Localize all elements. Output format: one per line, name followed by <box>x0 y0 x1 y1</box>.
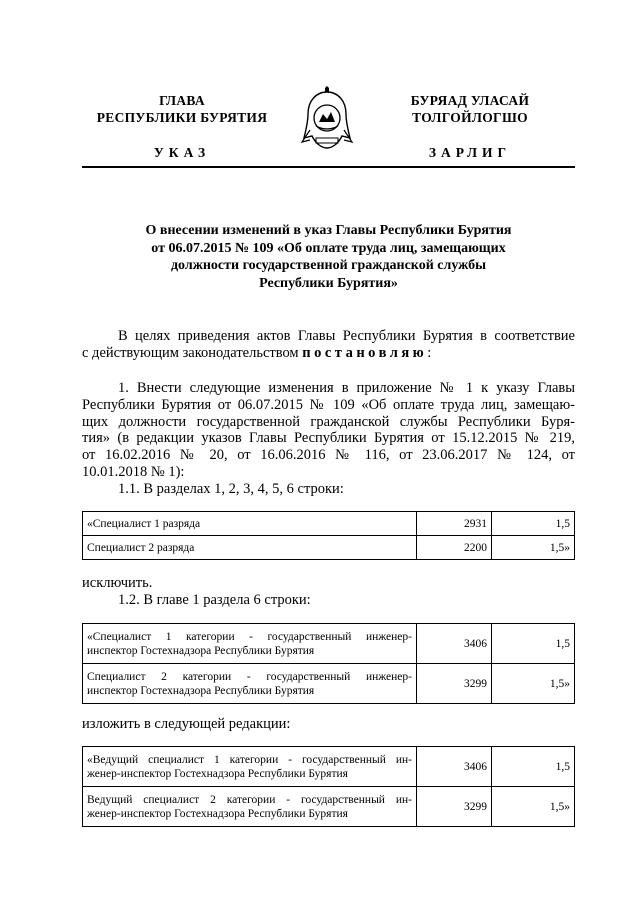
item1-line: 10.01.2018 № 1): <box>82 463 185 480</box>
restate-paragraph <box>82 716 575 733</box>
position-name-cell <box>83 624 417 664</box>
salary-cell: 2931 <box>417 512 492 536</box>
item1-line: 1. Внести следующие изменения в приложение № 1 к указу Главы <box>118 380 575 396</box>
title-line: от 06.07.2015 № 109 «Об оплате труда лиц, замещающих <box>151 240 506 256</box>
coefficient-cell: 1,5» <box>492 664 575 704</box>
exclude-text: исключить. <box>82 575 153 591</box>
position-name-line: «Специалист 1 категории - государственный инженер- <box>87 630 412 643</box>
table-row <box>83 624 575 664</box>
position-name-cell <box>83 787 417 827</box>
position-name-line: инспектор Гостехнадзора Республики Бурятия <box>87 644 315 657</box>
position-name-cell <box>83 747 417 787</box>
document-title <box>82 222 575 292</box>
header-left-line2: РЕСПУБЛИКИ БУРЯТИЯ <box>96 110 268 125</box>
item1-line: тия» (в редакции указов Главы Республики Бурятия от 15.12.2015 № 219, <box>82 430 575 447</box>
table-row <box>83 512 575 536</box>
salary-cell: 3299 <box>417 664 492 704</box>
title-line: должности государственной гражданской службы <box>170 258 487 273</box>
item1-line: от 16.02.2016 № 20, от 16.06.2016 № 116, от 23.06.2017 № 124, от <box>82 447 575 464</box>
position-name-cell: Специалист 2 разряда <box>83 536 417 560</box>
salary-cell: 3406 <box>417 747 492 787</box>
table-positions-new <box>82 746 575 827</box>
table-row <box>83 536 575 560</box>
coefficient-cell: 1,5 <box>492 512 575 536</box>
table-row <box>83 787 575 827</box>
preamble-paragraph <box>82 328 575 362</box>
preamble-line: В целях приведения актов Главы Республики Бурятия в соответствие <box>118 328 575 344</box>
header-right <box>370 92 570 161</box>
item1-line: Республики Бурятия от 06.07.2015 № 109 «Об оплате труда лиц, замещаю- <box>82 396 575 413</box>
position-name-line: женер-инспектор Гостехнадзора Республики Бурятия <box>87 767 348 780</box>
table-row <box>83 664 575 704</box>
salary-cell: 2200 <box>417 536 492 560</box>
coefficient-cell: 1,5 <box>492 747 575 787</box>
position-name-line: инспектор Гостехнадзора Республики Бурятия <box>87 684 315 697</box>
header-left <box>82 92 282 161</box>
position-name-line: Специалист 2 категории - государственный инженер- <box>87 670 412 683</box>
item1-paragraph <box>82 380 575 498</box>
coefficient-cell: 1,5» <box>492 536 575 560</box>
preamble-line <box>82 345 575 362</box>
coat-of-arms-buryatia-icon <box>298 86 356 152</box>
position-name-line: «Ведущий специалист 1 категории - государственный ин- <box>87 753 412 766</box>
item1-line: щих должности государственной гражданской службы Республики Буря- <box>82 413 575 430</box>
preamble-colon: : <box>427 344 432 361</box>
position-name-line: Ведущий специалист 2 категории - государственный ин- <box>87 793 412 806</box>
position-name-line: женер-инспектор Гостехнадзора Республики Бурятия <box>87 807 348 820</box>
header-right-doc: ЗАРЛИГ <box>428 145 512 160</box>
header-left-line1: ГЛАВА <box>159 93 205 108</box>
item1-1-line: 1.1. В разделах 1, 2, 3, 4, 5, 6 строки: <box>118 480 344 497</box>
title-line: Республики Бурятия» <box>259 275 398 291</box>
exclude-paragraph <box>82 575 575 609</box>
coefficient-cell: 1,5 <box>492 624 575 664</box>
decree-word: постановляю <box>302 344 428 361</box>
table-row <box>83 747 575 787</box>
preamble-text: с действующим законодательством <box>82 344 303 361</box>
position-name-cell: «Специалист 1 разряда <box>83 512 417 536</box>
salary-cell: 3299 <box>417 787 492 827</box>
item1-2-line: 1.2. В главе 1 раздела 6 строки: <box>118 591 311 608</box>
coefficient-cell: 1,5» <box>492 787 575 827</box>
header-right-line1: БУРЯАД УЛАСАЙ <box>410 93 530 108</box>
header-divider <box>82 166 575 168</box>
position-name-cell <box>83 664 417 704</box>
table-positions-excluded <box>82 511 575 560</box>
title-line: О внесении изменений в указ Главы Республики Бурятия <box>145 223 512 238</box>
restate-text: изложить в следующей редакции: <box>82 716 291 732</box>
header-right-line2: ТОЛГОЙЛОГШО <box>412 110 528 125</box>
header-left-doc: УКАЗ <box>153 145 211 160</box>
salary-cell: 3406 <box>417 624 492 664</box>
table-positions-old <box>82 623 575 704</box>
